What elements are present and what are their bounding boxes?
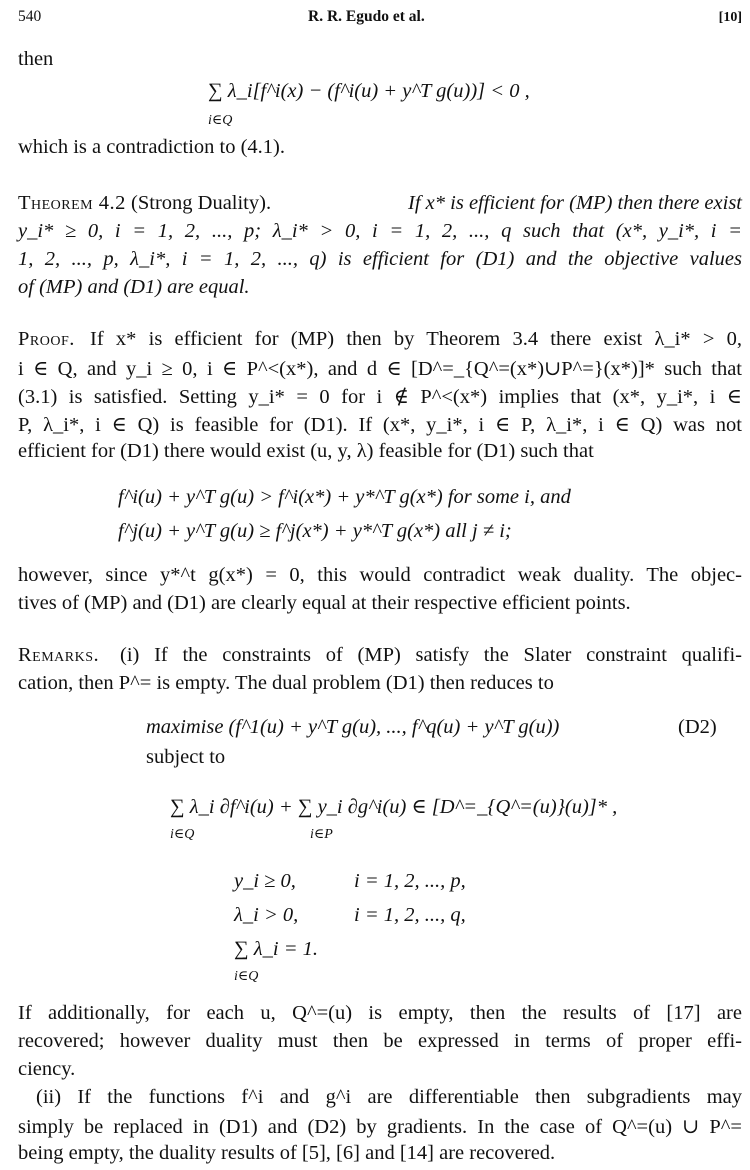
remarks-tail-2: recovered; however duality must then be expressed in terms of proper effi- — [18, 1030, 742, 1052]
d2-lambda-pos: λ_i > 0, — [234, 904, 299, 926]
d2-lambda-sum: ∑ λ_i = 1. — [234, 938, 319, 960]
theorem-line-3: 1, 2, ..., p, λ_i*, i = 1, 2, ..., q) is efficient for (D1) and the objective values — [18, 248, 742, 270]
d2-lambda-sum-index: i∈Q — [234, 969, 259, 984]
remarks-tail-4: (ii) If the functions f^i and g^i are differentiable then subgradients may — [36, 1086, 742, 1108]
theorem-line-2: y_i* ≥ 0, i = 1, 2, ..., p; λ_i* > 0, i = 1, 2, ..., q such that (x*, y_i*, i = — [18, 220, 742, 242]
d2-label: (D2) — [678, 716, 717, 738]
proof-conclusion-2: tives of (MP) and (D1) are clearly equal at their respective efficient points. — [18, 592, 631, 614]
journal-page — [18, 8, 742, 1164]
remarks-tail-1: If additionally, for each u, Q^=(u) is empty, then the results of [17] are — [18, 1002, 742, 1024]
then-word: then — [18, 48, 54, 70]
theorem-label: Theorem 4.2 — [18, 192, 126, 214]
d2-y-nonneg: y_i ≥ 0, — [234, 870, 296, 892]
d2-y-range: i = 1, 2, ..., p, — [354, 870, 466, 892]
equation-sum-contradiction: ∑ λ_i[f^i(x) − (f^i(u) + y^T g(u))] < 0 , — [208, 80, 530, 102]
proof-conclusion-1: however, since y*^t g(x*) = 0, this would contradict weak duality. The objec- — [18, 564, 742, 586]
proof-line-2: i ∈ Q, and y_i ≥ 0, i ∈ P^<(x*), and d ∈ [D^=_{Q^=(x*)∪P^=}(x*)]* such that — [18, 358, 742, 380]
proof-label: Proof. — [18, 328, 75, 350]
remarks-tail-3: ciency. — [18, 1058, 76, 1080]
page-number: 540 — [18, 8, 42, 25]
subject-to: subject to — [146, 746, 226, 768]
theorem-heading — [18, 192, 271, 215]
running-title: R. R. Egudo et al. — [308, 8, 425, 25]
remarks-tail-6: being empty, the duality results of [5], [6] and [14] are recovered. — [18, 1142, 556, 1164]
reference-bracket: [10] — [718, 10, 742, 25]
proof-line-4: P, λ_i*, i ∈ Q) is feasible for (D1). If (x*, y_i*, i ∈ P, λ_i*, i ∈ Q) was not — [18, 414, 742, 436]
theorem-line-1: If x* is efficient for (MP) then there exist — [408, 192, 742, 214]
proof-inequality-a: f^i(u) + y^T g(u) > f^i(x*) + y*^T g(x*) for some i, and — [118, 486, 571, 508]
proof-inequality-b: f^j(u) + y^T g(u) ≥ f^j(x*) + y*^T g(x*) all j ≠ i; — [118, 520, 512, 542]
proof-line-1: If x* is efficient for (MP) then by Theorem 3.4 there exist λ_i* > 0, — [90, 328, 742, 350]
d2-constraint-index-p: i∈P — [310, 827, 333, 842]
remarks-line-2: cation, then P^= is empty. The dual problem (D1) then reduces to — [18, 672, 554, 694]
d2-maximise: maximise (f^1(u) + y^T g(u), ..., f^q(u) + y^T g(u)) — [146, 716, 560, 738]
contradiction-sentence: which is a contradiction to (4.1). — [18, 136, 286, 158]
remarks-label: Remarks. — [18, 644, 100, 666]
proof-line-5: efficient for (D1) there would exist (u, y, λ) feasible for (D1) such that — [18, 440, 594, 462]
theorem-name: (Strong Duality). — [131, 192, 272, 214]
theorem-line-4: of (MP) and (D1) are equal. — [18, 276, 250, 298]
d2-constraint: ∑ λ_i ∂f^i(u) + ∑ y_i ∂g^i(u) ∈ [D^=_{Q^=(u)}(u)]* , — [170, 796, 618, 818]
remarks-tail-5: simply be replaced in (D1) and (D2) by gradients. In the case of Q^=(u) ∪ P^= — [18, 1116, 742, 1138]
d2-lambda-range: i = 1, 2, ..., q, — [354, 904, 466, 926]
proof-line-3: (3.1) is satisfied. Setting y_i* = 0 for i ∉ P^<(x*) implies that (x*, y_i*, i ∈ — [18, 386, 742, 408]
equation-sum-index: i∈Q — [208, 113, 233, 128]
d2-constraint-index-q: i∈Q — [170, 827, 195, 842]
remarks-line-1: (i) If the constraints of (MP) satisfy the Slater constraint qualifi- — [120, 644, 742, 666]
page-header — [18, 8, 742, 44]
